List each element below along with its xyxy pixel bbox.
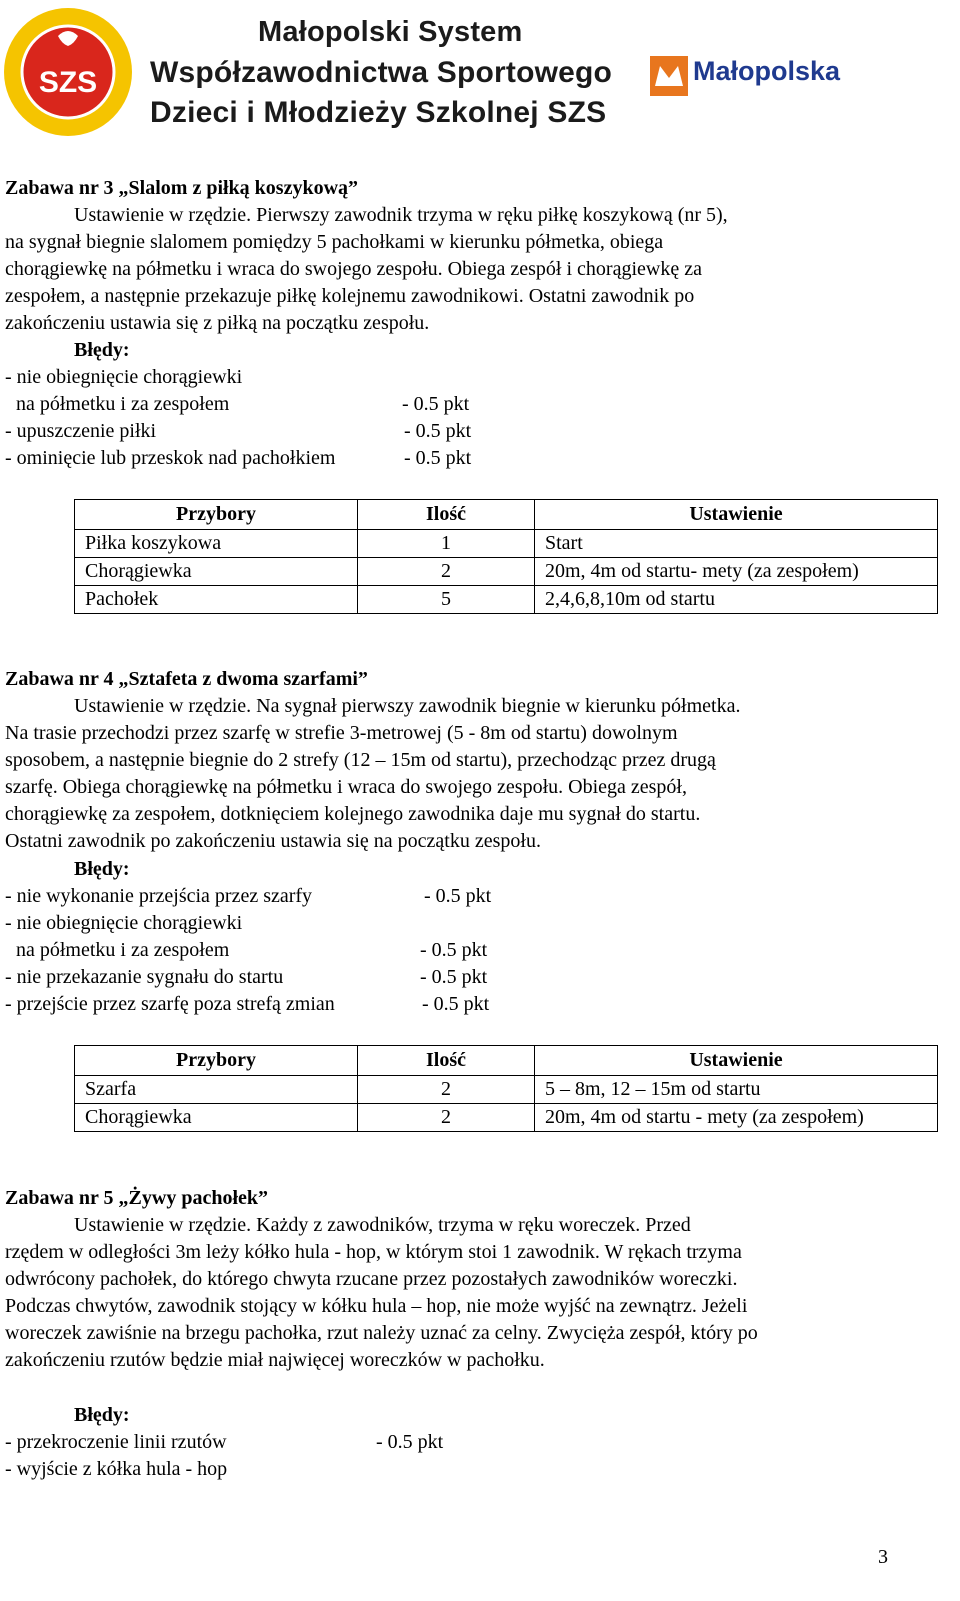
paragraph-line: chorągiewkę za zespołem, dotknięciem kolejnego zawodnika daje mu sygnał do startu. xyxy=(5,803,701,825)
table-cell: 1 xyxy=(358,530,535,558)
paragraph-line: Na trasie przechodzi przez szarfę w strefie 3-metrowej (5 - 8m od startu) dowolnym xyxy=(5,722,678,744)
header-banner xyxy=(0,0,960,140)
header-line-3: Dzieci i Młodzieży Szkolnej SZS xyxy=(150,96,607,129)
table-cell: 5 – 8m, 12 – 15m od startu xyxy=(535,1076,938,1104)
table-header: Ilość xyxy=(358,1046,535,1076)
error-penalty: - 0.5 pkt xyxy=(402,393,470,415)
table-cell: 2,4,6,8,10m od startu xyxy=(535,586,938,614)
paragraph-line: zakończeniu rzutów będzie miał najwięcej woreczków w pachołku. xyxy=(5,1349,545,1371)
error-item: - ominięcie lub przeskok nad pachołkiem xyxy=(5,447,336,469)
error-penalty: - 0.5 pkt xyxy=(424,885,492,907)
error-penalty: - 0.5 pkt xyxy=(420,939,488,961)
table-row xyxy=(75,1076,938,1104)
paragraph-line: woreczek zawiśnie na brzegu pachołka, rzut należy uznać za celny. Zwycięża zespół, który po xyxy=(5,1322,758,1344)
error-item: - upuszczenie piłki xyxy=(5,420,157,442)
page-number: 3 xyxy=(878,1546,888,1568)
table-header: Ustawienie xyxy=(535,1046,938,1076)
header-line-2: Współzawodnictwa Sportowego xyxy=(150,56,613,89)
paragraph-line: na sygnał biegnie slalomem pomiędzy 5 pachołkami w kierunku półmetka, obiega xyxy=(5,231,664,253)
errors-heading: Błędy: xyxy=(74,339,130,361)
errors-heading: Błędy: xyxy=(74,858,130,880)
table-header: Przybory xyxy=(75,500,358,530)
table-header-row xyxy=(75,500,938,530)
error-item: - wyjście z kółka hula - hop xyxy=(5,1458,228,1480)
equipment-table-game4 xyxy=(74,1045,938,1132)
table-header: Ustawienie xyxy=(535,500,938,530)
paragraph-line: odwrócony pachołek, do którego chwyta rzucane przez pozostałych zawodników woreczki. xyxy=(5,1268,738,1290)
paragraph-line: zespołem, a następnie przekazuje piłkę kolejnemu zawodnikowi. Ostatni zawodnik po xyxy=(5,285,695,307)
error-item: - nie przekazanie sygnału do startu xyxy=(5,966,284,988)
paragraph-line: Ustawienie w rzędzie. Na sygnał pierwszy zawodnik biegnie w kierunku półmetka. xyxy=(74,695,741,717)
table-cell: 20m, 4m od startu - mety (za zespołem) xyxy=(535,1104,938,1132)
svg-text:SZS: SZS xyxy=(38,66,98,99)
table-header: Ilość xyxy=(358,500,535,530)
table-row xyxy=(75,586,938,614)
error-item: - nie wykonanie przejścia przez szarfy xyxy=(5,885,313,907)
error-penalty: - 0.5 pkt xyxy=(420,966,488,988)
region-label: Małopolska xyxy=(693,56,841,86)
paragraph-line: sposobem, a następnie biegnie do 2 strefy (12 – 15m od startu), przechodząc przez drugą xyxy=(5,749,716,771)
table-cell: Chorągiewka xyxy=(75,558,358,586)
paragraph-line: Ustawienie w rzędzie. Pierwszy zawodnik trzyma w ręku piłkę koszykową (nr 5), xyxy=(74,204,728,226)
game4-title: Zabawa nr 4 „Sztafeta z dwoma szarfami” xyxy=(5,668,368,690)
table-cell: Chorągiewka xyxy=(75,1104,358,1132)
paragraph-line: Podczas chwytów, zawodnik stojący w kółku hula – hop, nie może wyjść na zewnątrz. Jeżeli xyxy=(5,1295,748,1317)
errors-heading: Błędy: xyxy=(74,1404,130,1426)
szs-logo xyxy=(2,6,134,138)
table-row xyxy=(75,530,938,558)
game3-title: Zabawa nr 3 „Slalom z piłką koszykową” xyxy=(5,177,359,199)
error-penalty: - 0.5 pkt xyxy=(404,420,472,442)
table-row xyxy=(75,1104,938,1132)
paragraph-line: szarfę. Obiega chorągiewkę na półmetku i wraca do swojego zespołu. Obiega zespół, xyxy=(5,776,687,798)
table-row xyxy=(75,558,938,586)
paragraph-line: Ustawienie w rzędzie. Każdy z zawodników, trzyma w ręku woreczek. Przed xyxy=(74,1214,691,1236)
error-item: - przekroczenie linii rzutów xyxy=(5,1431,227,1453)
header-line-1: Małopolski System xyxy=(258,16,523,48)
error-item: na półmetku i za zespołem xyxy=(16,939,230,961)
error-item: - przejście przez szarfę poza strefą zmian xyxy=(5,993,335,1015)
table-cell: Szarfa xyxy=(75,1076,358,1104)
equipment-table-game3 xyxy=(74,499,938,614)
error-penalty: - 0.5 pkt xyxy=(422,993,490,1015)
table-header: Przybory xyxy=(75,1046,358,1076)
error-penalty: - 0.5 pkt xyxy=(376,1431,444,1453)
table-cell: 2 xyxy=(358,558,535,586)
table-cell: 2 xyxy=(358,1104,535,1132)
table-cell: Piłka koszykowa xyxy=(75,530,358,558)
paragraph-line: Ostatni zawodnik po zakończeniu ustawia się na początku zespołu. xyxy=(5,830,541,852)
table-cell: Pachołek xyxy=(75,586,358,614)
table-cell: 2 xyxy=(358,1076,535,1104)
game5-title: Zabawa nr 5 „Żywy pachołek” xyxy=(5,1187,269,1209)
malopolska-icon xyxy=(650,56,688,96)
error-penalty: - 0.5 pkt xyxy=(404,447,472,469)
paragraph-line: chorągiewkę na półmetku i wraca do swojego zespołu. Obiega zespół i chorągiewkę za xyxy=(5,258,702,280)
error-item: - nie obiegnięcie chorągiewki xyxy=(5,912,243,934)
error-item: na półmetku i za zespołem xyxy=(16,393,230,415)
paragraph-line: zakończeniu ustawia się z piłką na początku zespołu. xyxy=(5,312,430,334)
paragraph-line: rzędem w odległości 3m leży kółko hula - hop, w którym stoi 1 zawodnik. W rękach trzyma xyxy=(5,1241,742,1263)
table-cell: 5 xyxy=(358,586,535,614)
table-header-row xyxy=(75,1046,938,1076)
table-cell: Start xyxy=(535,530,938,558)
table-cell: 20m, 4m od startu- mety (za zespołem) xyxy=(535,558,938,586)
error-item: - nie obiegnięcie chorągiewki xyxy=(5,366,243,388)
